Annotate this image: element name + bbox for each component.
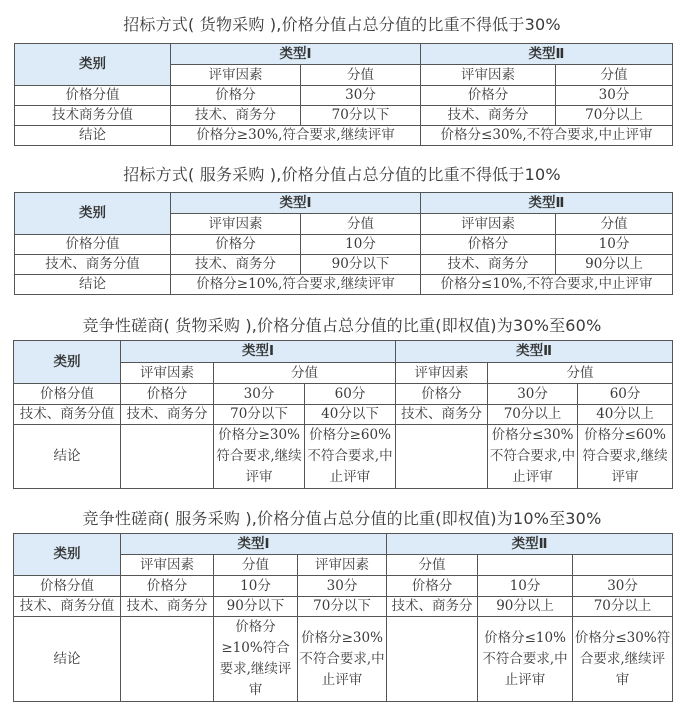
cell: 40分以下 (305, 405, 396, 425)
table2-services-bidding (14, 192, 673, 295)
cell: 70分以上 (556, 106, 673, 126)
cell: 90分以上 (556, 255, 673, 275)
cell: 30分 (298, 576, 387, 597)
conclusion-cell (121, 425, 214, 489)
cell: 技术、商务分 (121, 405, 214, 425)
type2-header: 类型Ⅱ (421, 44, 673, 65)
table-row (15, 235, 673, 255)
table-row (15, 106, 673, 126)
cell: 70分以下 (298, 597, 387, 617)
table-row (14, 405, 673, 425)
sub-header: 评审因素 (298, 555, 387, 576)
cell: 价格分 (387, 576, 478, 597)
conclusion-cell: 价格分≤10%,不符合要求,中止评审 (421, 275, 673, 295)
cell: 30分 (556, 86, 673, 106)
conclusion-cell: 价格分≥60%不符合要求,中止评审 (305, 425, 396, 489)
row-label: 结论 (14, 425, 121, 489)
category-header: 类别 (15, 44, 171, 86)
sub-header: 评审因素 (121, 363, 214, 384)
table-row (14, 576, 673, 597)
table4-services-negotiation (13, 533, 673, 702)
conclusion-cell: 价格分≤30%不符合要求,中止评审 (488, 425, 578, 489)
cell: 30分 (488, 384, 578, 405)
conclusion-cell: 价格分≥30%符合要求,继续评审 (214, 425, 305, 489)
type1-header: 类型Ⅰ (171, 193, 421, 214)
sub-header: 分值 (488, 363, 673, 384)
table4-caption: 竞争性磋商( 服务采购 ),价格分值占总分值的比重(即权值)为10%至30% (82, 509, 602, 528)
cell: 90分以上 (478, 597, 573, 617)
cell: 10分 (301, 235, 421, 255)
cell: 60分 (305, 384, 396, 405)
row-label: 价格分值 (15, 86, 171, 106)
table-row (15, 86, 673, 106)
cell: 价格分 (396, 384, 488, 405)
cell: 90分以下 (301, 255, 421, 275)
conclusion-cell: 价格分≤30%符合要求,继续评审 (573, 617, 673, 702)
row-label: 价格分值 (14, 576, 121, 597)
conclusion-row (15, 275, 673, 295)
sub-header: 评审因素 (396, 363, 488, 384)
conclusion-cell (387, 617, 478, 702)
sub-header (573, 555, 673, 576)
sub-header: 评审因素 (421, 65, 556, 86)
cell: 技术、商务分 (171, 255, 301, 275)
conclusion-cell: 价格分≥10%符合要求,继续评审 (214, 617, 298, 702)
sub-header: 分值 (556, 65, 673, 86)
category-header: 类别 (14, 341, 121, 384)
sub-header: 分值 (301, 65, 421, 86)
conclusion-row (15, 126, 673, 146)
cell: 30分 (573, 576, 673, 597)
table-row (15, 255, 673, 275)
cell: 70分以下 (301, 106, 421, 126)
table-row (14, 597, 673, 617)
cell: 60分 (578, 384, 673, 405)
type2-header: 类型Ⅱ (421, 193, 673, 214)
sub-header: 分值 (214, 555, 298, 576)
row-label: 结论 (15, 126, 171, 146)
cell: 30分 (301, 86, 421, 106)
sub-header (478, 555, 573, 576)
cell: 70分以上 (488, 405, 578, 425)
type1-header: 类型Ⅰ (121, 341, 396, 363)
cell: 90分以下 (214, 597, 298, 617)
table3-goods-negotiation (13, 340, 673, 489)
cell: 技术、商务分 (171, 106, 301, 126)
type1-header: 类型Ⅰ (121, 534, 387, 555)
cell: 价格分 (171, 86, 301, 106)
cell: 10分 (214, 576, 298, 597)
category-header: 类别 (14, 534, 121, 576)
table2-caption: 招标方式( 服务采购 ),价格分值占总分值的比重不得低于10% (123, 165, 561, 184)
sub-header: 评审因素 (421, 214, 556, 235)
sub-header: 分值 (387, 555, 478, 576)
sub-header: 评审因素 (121, 555, 214, 576)
conclusion-cell: 价格分≥30%,符合要求,继续评审 (171, 126, 421, 146)
cell: 价格分 (421, 86, 556, 106)
cell: 30分 (214, 384, 305, 405)
type2-header: 类型Ⅱ (396, 341, 673, 363)
cell: 10分 (556, 235, 673, 255)
sub-header: 分值 (556, 214, 673, 235)
cell: 70分以下 (214, 405, 305, 425)
sub-header: 分值 (301, 214, 421, 235)
category-header: 类别 (15, 193, 171, 235)
conclusion-cell: 价格分≥30%不符合要求,中止评审 (298, 617, 387, 702)
sub-header: 评审因素 (171, 65, 301, 86)
row-label: 价格分值 (15, 235, 171, 255)
cell: 技术、商务分 (421, 255, 556, 275)
row-label: 结论 (15, 275, 171, 295)
table3-caption: 竞争性磋商( 货物采购 ),价格分值占总分值的比重(即权值)为30%至60% (82, 316, 602, 335)
cell: 技术、商务分 (396, 405, 488, 425)
row-label: 技术商务分值 (15, 106, 171, 126)
conclusion-cell: 价格分≤60%符合要求,继续评审 (578, 425, 673, 489)
row-label: 结论 (14, 617, 121, 702)
row-label: 技术、商务分值 (14, 597, 121, 617)
table1-goods-bidding (14, 43, 673, 146)
sub-header: 评审因素 (171, 214, 301, 235)
cell: 价格分 (171, 235, 301, 255)
conclusion-cell (121, 617, 214, 702)
table1-caption: 招标方式( 货物采购 ),价格分值占总分值的比重不得低于30% (123, 15, 561, 34)
cell: 技术、商务分 (121, 597, 214, 617)
row-label: 技术、商务分值 (14, 405, 121, 425)
cell: 技术、商务分 (387, 597, 478, 617)
row-label: 技术、商务分值 (15, 255, 171, 275)
conclusion-cell (396, 425, 488, 489)
type2-header: 类型Ⅱ (387, 534, 673, 555)
cell: 价格分 (121, 384, 214, 405)
sub-header: 分值 (214, 363, 396, 384)
conclusion-cell: 价格分≤30%,不符合要求,中止评审 (421, 126, 673, 146)
row-label: 价格分值 (14, 384, 121, 405)
conclusion-row (14, 425, 673, 489)
cell: 价格分 (421, 235, 556, 255)
conclusion-row (14, 617, 673, 702)
conclusion-cell: 价格分≥10%,符合要求,继续评审 (171, 275, 421, 295)
cell: 技术、商务分 (421, 106, 556, 126)
conclusion-cell: 价格分≤10%不符合要求,中止评审 (478, 617, 573, 702)
cell: 10分 (478, 576, 573, 597)
cell: 40分以上 (578, 405, 673, 425)
table-row (14, 384, 673, 405)
type1-header: 类型Ⅰ (171, 44, 421, 65)
cell: 价格分 (121, 576, 214, 597)
cell: 70分以上 (573, 597, 673, 617)
